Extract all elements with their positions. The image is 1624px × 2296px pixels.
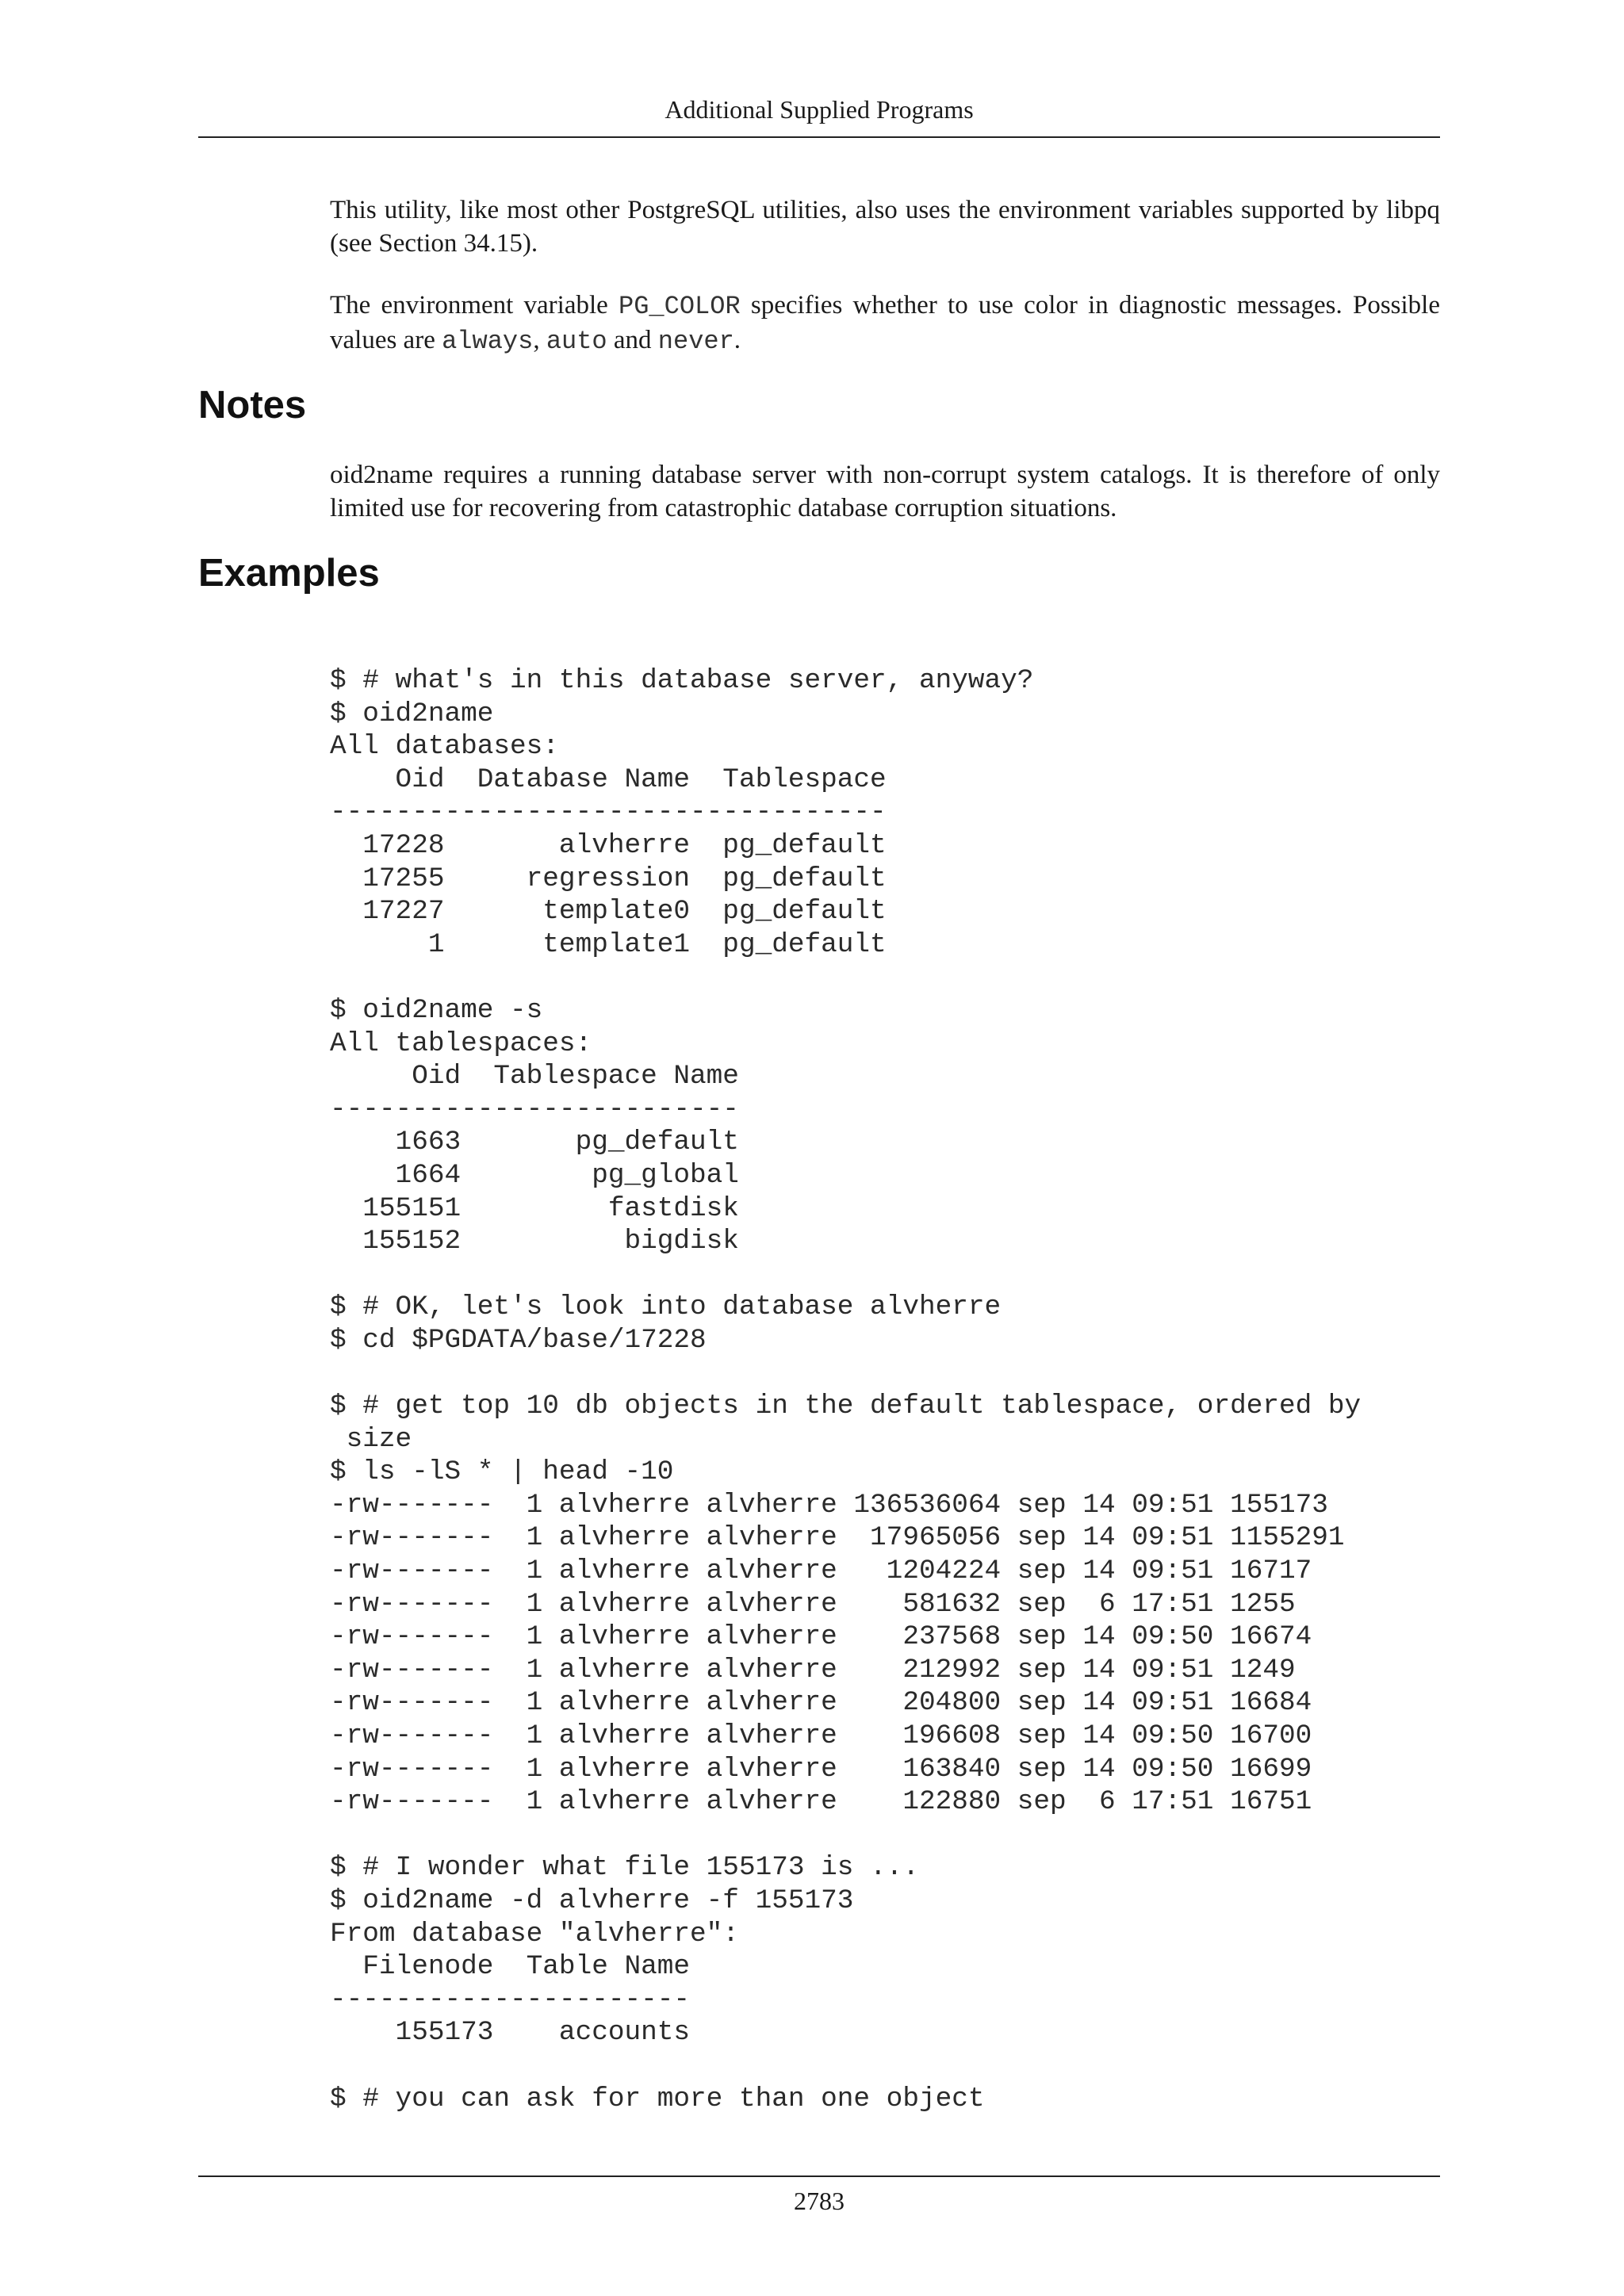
code-line: $ oid2name -s bbox=[330, 994, 543, 1026]
code-line: -rw------- 1 alvherre alvherre 204800 sep 14 09:51 16684 bbox=[330, 1687, 1312, 1719]
value-never: never bbox=[657, 327, 734, 356]
code-line: $ # what's in this database server, anyway? bbox=[330, 665, 1034, 696]
code-line: $ oid2name bbox=[330, 698, 494, 729]
code-line: 1663 pg_default bbox=[330, 1127, 739, 1158]
running-header: Additional Supplied Programs bbox=[665, 95, 974, 124]
code-line: $ cd $PGDATA/base/17228 bbox=[330, 1324, 707, 1356]
code-line: 155152 bigdisk bbox=[330, 1226, 739, 1257]
code-line: $ # OK, let's look into database alvherre bbox=[330, 1292, 1002, 1323]
page-number: 2783 bbox=[794, 2187, 845, 2215]
code-line: $ # get top 10 db objects in the default tablespace, ordered by bbox=[330, 1391, 1362, 1422]
code-line: $ # I wonder what file 155173 is ... bbox=[330, 1852, 919, 1884]
code-line: Oid Tablespace Name bbox=[330, 1061, 739, 1093]
code-line: 155173 accounts bbox=[330, 2017, 691, 2049]
pg-color-variable: PG_COLOR bbox=[619, 292, 741, 321]
code-line: 17227 template0 pg_default bbox=[330, 896, 887, 928]
code-line: -rw------- 1 alvherre alvherre 237568 sep 14 09:50 16674 bbox=[330, 1621, 1312, 1653]
pg-color-text-5: . bbox=[733, 326, 741, 354]
example-code-block bbox=[330, 664, 1440, 2115]
value-always: always bbox=[442, 327, 534, 356]
code-line: All databases: bbox=[330, 731, 559, 763]
code-line: From database "alvherre": bbox=[330, 1918, 739, 1950]
code-line: ------------------------- bbox=[330, 1093, 739, 1125]
code-line: -rw------- 1 alvherre alvherre 136536064 sep 14 09:51 155173 bbox=[330, 1489, 1328, 1521]
code-line: ---------------------------------- bbox=[330, 797, 887, 828]
code-line: -rw------- 1 alvherre alvherre 196608 sep 14 09:50 16700 bbox=[330, 1720, 1312, 1751]
code-line: 1664 pg_global bbox=[330, 1159, 739, 1191]
code-line: 1 template1 pg_default bbox=[330, 928, 887, 960]
code-line: -rw------- 1 alvherre alvherre 212992 sep 14 09:51 1249 bbox=[330, 1654, 1296, 1686]
value-auto: auto bbox=[546, 327, 607, 356]
pg-color-text-1: The environment variable bbox=[330, 291, 619, 320]
code-line: All tablespaces: bbox=[330, 1027, 592, 1059]
code-line: -rw------- 1 alvherre alvherre 17965056 sep 14 09:51 1155291 bbox=[330, 1522, 1345, 1554]
code-line: Filenode Table Name bbox=[330, 1951, 691, 1983]
code-line: $ # you can ask for more than one object bbox=[330, 2083, 985, 2114]
pg-color-text-2: specifies whether to use color in diagnostic messages. Possible values are bbox=[330, 291, 1440, 354]
header-rule bbox=[198, 136, 1440, 138]
code-line: 155151 fastdisk bbox=[330, 1192, 739, 1224]
pg-color-text-3: , bbox=[533, 326, 546, 354]
code-line: 17228 alvherre pg_default bbox=[330, 829, 887, 861]
code-line: size bbox=[330, 1423, 412, 1455]
code-line: $ oid2name -d alvherre -f 155173 bbox=[330, 1885, 854, 1916]
code-line: -rw------- 1 alvherre alvherre 581632 sep 6 17:51 1255 bbox=[330, 1588, 1296, 1620]
code-line: ---------------------- bbox=[330, 1984, 691, 2015]
code-line: $ ls -lS * | head -10 bbox=[330, 1456, 674, 1488]
notes-heading: Notes bbox=[198, 384, 307, 427]
code-line: Oid Database Name Tablespace bbox=[330, 763, 887, 795]
examples-heading: Examples bbox=[198, 552, 380, 595]
code-line: -rw------- 1 alvherre alvherre 122880 sep 6 17:51 16751 bbox=[330, 1786, 1312, 1818]
notes-paragraph: oid2name requires a running database server with non-corrupt system catalogs. It is therefore of only limited use for recovering from catastrophic database corruption situations. bbox=[330, 461, 1440, 522]
pg-color-text-4: and bbox=[607, 326, 658, 354]
code-line: 17255 regression pg_default bbox=[330, 863, 887, 894]
pg-color-paragraph bbox=[330, 289, 1440, 358]
footer-rule bbox=[198, 2175, 1440, 2177]
env-vars-paragraph: This utility, like most other PostgreSQL utilities, also uses the environment variables supported by libpq (see Section 34.15). bbox=[330, 196, 1440, 258]
code-line: -rw------- 1 alvherre alvherre 1204224 sep 14 09:51 16717 bbox=[330, 1556, 1312, 1587]
code-line: -rw------- 1 alvherre alvherre 163840 sep 14 09:50 16699 bbox=[330, 1753, 1312, 1785]
